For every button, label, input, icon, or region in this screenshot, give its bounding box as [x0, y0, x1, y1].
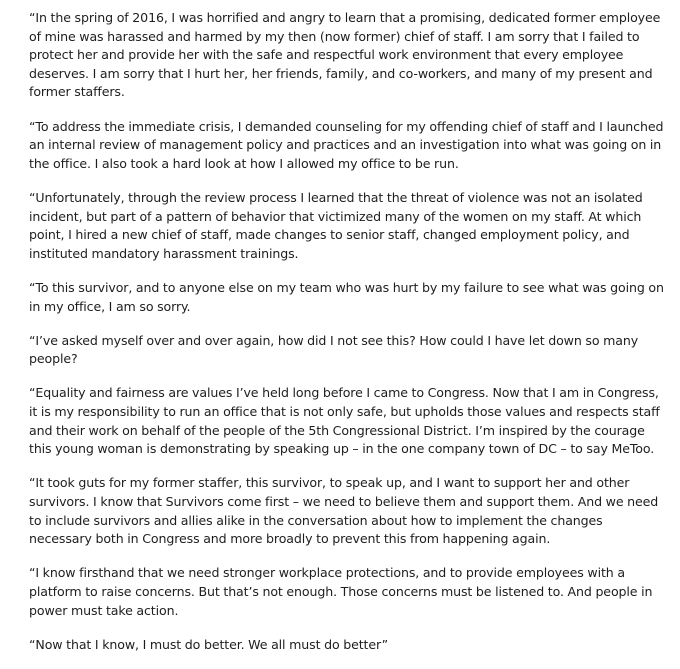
paragraph-2: “To address the immediate crisis, I demanded counseling for my offending chief of staff and I launched an internal review of management policy and practices and an investigation into what was going on in the office. I also took a hard look at how I allowed my office to be run. [29, 118, 664, 171]
paragraph-4: “To this survivor, and to anyone else on my team who was hurt by my failure to see what was going on in my office, I am so sorry. [29, 279, 664, 314]
paragraph-3: “Unfortunately, through the review process I learned that the threat of violence was not an isolated incident, but part of a pattern of behavior that victimized many of the women on my staff. At which point, I hired a new chief of staff, made changes to senior staff, changed employment policy, and instituted mandatory harassment trainings. [29, 189, 643, 261]
paragraph-6: “Equality and fairness are values I’ve held long before I came to Congress. Now that I am in Congress, it is my responsibility to run an office that is not only safe, but upholds those values and respects staff and their work on behalf of the people of the 5th Congressional District. I’m inspired by the courage this young woman is demonstrating by speaking up – in the one company town of DC – to say MeToo. [29, 385, 660, 457]
paragraph-5: “I’ve asked myself over and over again, how did I not see this? How could I have let down so many people? [29, 332, 639, 367]
paragraph-9: “Now that I know, I must do better. We all must do better” [29, 636, 388, 652]
paragraph-8: “I know firsthand that we need stronger workplace protections, and to provide employees with a platform to raise concerns. But that’s not enough. Those concerns must be listened to. And people in power must take action. [29, 565, 653, 618]
paragraph-1: “In the spring of 2016, I was horrified and angry to learn that a promising, dedicated former employee of mine was harassed and harmed by my then (now former) chief of staff. I am sorry that I failed to protect her and provide her with the safe and respectful work environment that every employee deserves. I am sorry that I hurt her, her friends, family, and co-workers, and many of my present and former staffers. [29, 10, 661, 100]
paragraph-7: “It took guts for my former staffer, this survivor, to speak up, and I want to support her and other survivors. I know that Survivors come first – we need to believe them and support them. And we need to include survivors and allies alike in the conversation about how to implement the changes necessary both in Congress and more broadly to prevent this from happening again. [29, 475, 659, 547]
